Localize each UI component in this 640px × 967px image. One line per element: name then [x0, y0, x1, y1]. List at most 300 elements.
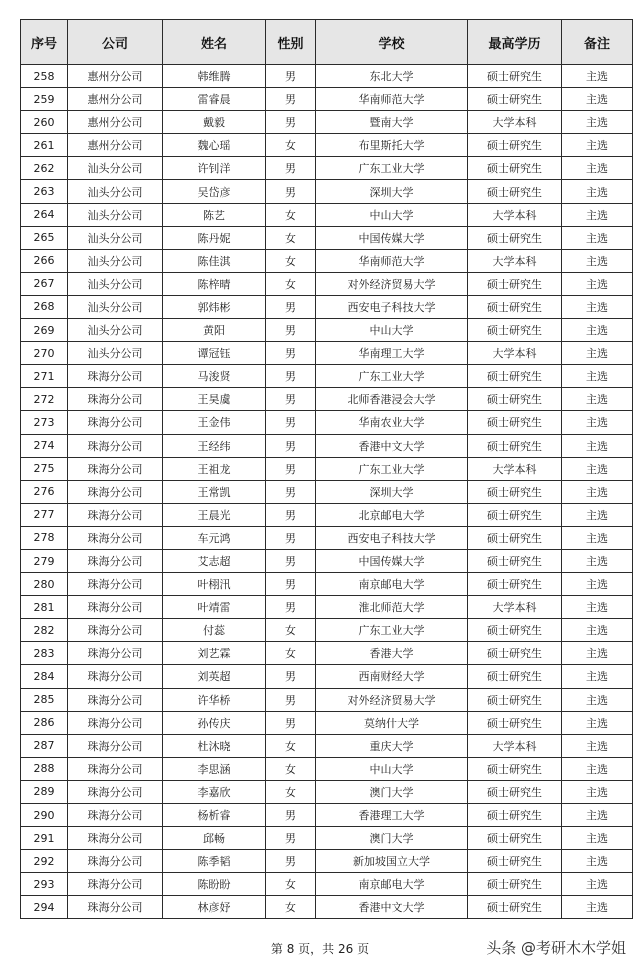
cell-name: 刘艺霖: [163, 642, 266, 665]
cell-company: 珠海分公司: [68, 526, 163, 549]
cell-name: 陈艺: [163, 203, 266, 226]
table-row: [21, 734, 633, 757]
cell-degree: 大学本科: [468, 342, 562, 365]
table-row: [21, 388, 633, 411]
header-school: 学校: [316, 20, 468, 65]
table-row: [21, 226, 633, 249]
cell-gender: 男: [266, 111, 316, 134]
cell-gender: 女: [266, 896, 316, 919]
cell-remark: 主选: [562, 896, 633, 919]
cell-degree: 硕士研究生: [468, 226, 562, 249]
cell-school: 淮北师范大学: [316, 596, 468, 619]
cell-company: 珠海分公司: [68, 434, 163, 457]
cell-degree: 大学本科: [468, 457, 562, 480]
cell-degree: 大学本科: [468, 111, 562, 134]
cell-remark: 主选: [562, 873, 633, 896]
cell-degree: 硕士研究生: [468, 642, 562, 665]
table-row: [21, 180, 633, 203]
cell-school: 华南理工大学: [316, 342, 468, 365]
cell-company: 珠海分公司: [68, 734, 163, 757]
table-row: [21, 411, 633, 434]
cell-school: 华南师范大学: [316, 88, 468, 111]
cell-school: 中山大学: [316, 203, 468, 226]
cell-name: 马浚贤: [163, 365, 266, 388]
cell-degree: 硕士研究生: [468, 480, 562, 503]
cell-company: 珠海分公司: [68, 388, 163, 411]
cell-name: 许华桥: [163, 688, 266, 711]
cell-school: 香港中文大学: [316, 434, 468, 457]
cell-degree: 硕士研究生: [468, 65, 562, 88]
cell-gender: 男: [266, 457, 316, 480]
table-row: [21, 688, 633, 711]
header-degree: 最高学历: [468, 20, 562, 65]
cell-school: 南京邮电大学: [316, 873, 468, 896]
cell-degree: 硕士研究生: [468, 873, 562, 896]
cell-degree: 大学本科: [468, 734, 562, 757]
cell-company: 珠海分公司: [68, 850, 163, 873]
cell-school: 北师香港浸会大学: [316, 388, 468, 411]
cell-company: 珠海分公司: [68, 480, 163, 503]
cell-gender: 女: [266, 734, 316, 757]
cell-index: 259: [21, 88, 68, 111]
cell-remark: 主选: [562, 342, 633, 365]
cell-gender: 男: [266, 665, 316, 688]
table-row: [21, 896, 633, 919]
cell-company: 汕头分公司: [68, 226, 163, 249]
cell-index: 262: [21, 157, 68, 180]
table-row: [21, 619, 633, 642]
cell-school: 广东工业大学: [316, 365, 468, 388]
cell-index: 263: [21, 180, 68, 203]
cell-company: 珠海分公司: [68, 365, 163, 388]
cell-company: 汕头分公司: [68, 203, 163, 226]
table-row: [21, 711, 633, 734]
cell-name: 艾志超: [163, 549, 266, 572]
cell-degree: 硕士研究生: [468, 88, 562, 111]
cell-degree: 大学本科: [468, 596, 562, 619]
cell-name: 吴岱彦: [163, 180, 266, 203]
cell-company: 汕头分公司: [68, 272, 163, 295]
cell-school: 重庆大学: [316, 734, 468, 757]
cell-index: 294: [21, 896, 68, 919]
cell-remark: 主选: [562, 596, 633, 619]
cell-gender: 男: [266, 711, 316, 734]
cell-index: 277: [21, 503, 68, 526]
cell-remark: 主选: [562, 365, 633, 388]
cell-remark: 主选: [562, 65, 633, 88]
cell-remark: 主选: [562, 388, 633, 411]
cell-company: 珠海分公司: [68, 873, 163, 896]
cell-school: 莫纳什大学: [316, 711, 468, 734]
cell-company: 惠州分公司: [68, 88, 163, 111]
watermark: 头条 @考研木木学姐: [486, 939, 626, 957]
cell-remark: 主选: [562, 480, 633, 503]
cell-gender: 男: [266, 65, 316, 88]
header-row: [21, 20, 633, 65]
cell-index: 287: [21, 734, 68, 757]
cell-degree: 硕士研究生: [468, 319, 562, 342]
cell-company: 汕头分公司: [68, 249, 163, 272]
cell-name: 郭炜彬: [163, 295, 266, 318]
table-row: [21, 827, 633, 850]
cell-company: 珠海分公司: [68, 457, 163, 480]
table-body: [21, 65, 633, 919]
cell-remark: 主选: [562, 503, 633, 526]
cell-school: 深圳大学: [316, 180, 468, 203]
cell-school: 南京邮电大学: [316, 573, 468, 596]
cell-degree: 硕士研究生: [468, 619, 562, 642]
cell-index: 288: [21, 757, 68, 780]
cell-name: 叶栩汛: [163, 573, 266, 596]
cell-school: 对外经济贸易大学: [316, 272, 468, 295]
cell-school: 香港大学: [316, 642, 468, 665]
cell-school: 中国传媒大学: [316, 226, 468, 249]
cell-name: 王祖龙: [163, 457, 266, 480]
cell-degree: 硕士研究生: [468, 157, 562, 180]
cell-remark: 主选: [562, 642, 633, 665]
table-row: [21, 596, 633, 619]
cell-index: 264: [21, 203, 68, 226]
cell-gender: 男: [266, 480, 316, 503]
table-row: [21, 757, 633, 780]
table-row: [21, 65, 633, 88]
cell-index: 293: [21, 873, 68, 896]
cell-gender: 男: [266, 365, 316, 388]
cell-gender: 男: [266, 388, 316, 411]
cell-name: 王常凯: [163, 480, 266, 503]
cell-index: 292: [21, 850, 68, 873]
table-row: [21, 526, 633, 549]
cell-school: 暨南大学: [316, 111, 468, 134]
cell-school: 东北大学: [316, 65, 468, 88]
cell-gender: 女: [266, 226, 316, 249]
cell-remark: 主选: [562, 272, 633, 295]
cell-index: 266: [21, 249, 68, 272]
cell-school: 澳门大学: [316, 780, 468, 803]
cell-index: 271: [21, 365, 68, 388]
cell-index: 278: [21, 526, 68, 549]
cell-name: 林彦妤: [163, 896, 266, 919]
cell-gender: 男: [266, 526, 316, 549]
cell-company: 珠海分公司: [68, 642, 163, 665]
cell-index: 261: [21, 134, 68, 157]
cell-school: 北京邮电大学: [316, 503, 468, 526]
cell-remark: 主选: [562, 295, 633, 318]
cell-index: 267: [21, 272, 68, 295]
cell-company: 珠海分公司: [68, 619, 163, 642]
table-row: [21, 365, 633, 388]
cell-name: 戴毅: [163, 111, 266, 134]
cell-degree: 大学本科: [468, 249, 562, 272]
cell-gender: 女: [266, 873, 316, 896]
table-header: [21, 20, 633, 65]
cell-gender: 女: [266, 757, 316, 780]
cell-school: 广东工业大学: [316, 619, 468, 642]
cell-school: 华南农业大学: [316, 411, 468, 434]
cell-school: 中国传媒大学: [316, 549, 468, 572]
cell-remark: 主选: [562, 734, 633, 757]
cell-remark: 主选: [562, 804, 633, 827]
cell-company: 珠海分公司: [68, 411, 163, 434]
cell-company: 惠州分公司: [68, 134, 163, 157]
cell-degree: 硕士研究生: [468, 850, 562, 873]
cell-index: 273: [21, 411, 68, 434]
cell-name: 陈盼盼: [163, 873, 266, 896]
cell-gender: 女: [266, 642, 316, 665]
cell-name: 韩维腾: [163, 65, 266, 88]
cell-degree: 硕士研究生: [468, 757, 562, 780]
table-row: [21, 804, 633, 827]
cell-name: 杨析睿: [163, 804, 266, 827]
table-row: [21, 342, 633, 365]
cell-name: 陈丹妮: [163, 226, 266, 249]
cell-degree: 硕士研究生: [468, 526, 562, 549]
page-number: 第 8 页，共 26 页: [270, 942, 370, 956]
cell-name: 陈季韬: [163, 850, 266, 873]
header-name: 姓名: [163, 20, 266, 65]
cell-gender: 男: [266, 342, 316, 365]
cell-degree: 硕士研究生: [468, 711, 562, 734]
candidate-table: [20, 19, 633, 919]
cell-school: 对外经济贸易大学: [316, 688, 468, 711]
cell-name: 陈梓晴: [163, 272, 266, 295]
header-index: 序号: [21, 20, 68, 65]
cell-company: 珠海分公司: [68, 688, 163, 711]
cell-gender: 女: [266, 249, 316, 272]
cell-school: 华南师范大学: [316, 249, 468, 272]
cell-degree: 硕士研究生: [468, 365, 562, 388]
cell-remark: 主选: [562, 619, 633, 642]
cell-remark: 主选: [562, 157, 633, 180]
cell-remark: 主选: [562, 180, 633, 203]
cell-gender: 女: [266, 619, 316, 642]
cell-company: 珠海分公司: [68, 780, 163, 803]
cell-remark: 主选: [562, 573, 633, 596]
table-row: [21, 88, 633, 111]
cell-name: 王晨光: [163, 503, 266, 526]
cell-index: 281: [21, 596, 68, 619]
cell-name: 王金伟: [163, 411, 266, 434]
cell-remark: 主选: [562, 711, 633, 734]
cell-gender: 男: [266, 295, 316, 318]
cell-degree: 硕士研究生: [468, 573, 562, 596]
cell-gender: 女: [266, 272, 316, 295]
cell-index: 290: [21, 804, 68, 827]
cell-index: 265: [21, 226, 68, 249]
cell-school: 深圳大学: [316, 480, 468, 503]
cell-degree: 硕士研究生: [468, 503, 562, 526]
cell-company: 珠海分公司: [68, 711, 163, 734]
cell-degree: 硕士研究生: [468, 804, 562, 827]
cell-company: 珠海分公司: [68, 503, 163, 526]
cell-name: 李嘉欣: [163, 780, 266, 803]
cell-name: 杜沐晓: [163, 734, 266, 757]
cell-gender: 男: [266, 573, 316, 596]
cell-gender: 男: [266, 411, 316, 434]
cell-name: 孙传庆: [163, 711, 266, 734]
cell-remark: 主选: [562, 457, 633, 480]
cell-company: 珠海分公司: [68, 596, 163, 619]
cell-name: 车元鸿: [163, 526, 266, 549]
cell-remark: 主选: [562, 526, 633, 549]
cell-company: 汕头分公司: [68, 180, 163, 203]
cell-company: 惠州分公司: [68, 111, 163, 134]
cell-index: 276: [21, 480, 68, 503]
cell-remark: 主选: [562, 688, 633, 711]
table-row: [21, 134, 633, 157]
cell-degree: 硕士研究生: [468, 411, 562, 434]
cell-index: 286: [21, 711, 68, 734]
cell-index: 270: [21, 342, 68, 365]
table-row: [21, 503, 633, 526]
table-row: [21, 157, 633, 180]
cell-gender: 男: [266, 434, 316, 457]
cell-degree: 硕士研究生: [468, 388, 562, 411]
table-row: [21, 480, 633, 503]
cell-company: 珠海分公司: [68, 549, 163, 572]
cell-name: 邱畅: [163, 827, 266, 850]
table-row: [21, 111, 633, 134]
cell-remark: 主选: [562, 549, 633, 572]
table-row: [21, 549, 633, 572]
table-row: [21, 573, 633, 596]
table-row: [21, 434, 633, 457]
cell-remark: 主选: [562, 411, 633, 434]
cell-remark: 主选: [562, 111, 633, 134]
cell-index: 274: [21, 434, 68, 457]
cell-company: 汕头分公司: [68, 295, 163, 318]
table-row: [21, 457, 633, 480]
cell-name: 王昊虞: [163, 388, 266, 411]
cell-school: 中山大学: [316, 319, 468, 342]
cell-company: 珠海分公司: [68, 665, 163, 688]
cell-school: 香港理工大学: [316, 804, 468, 827]
cell-remark: 主选: [562, 88, 633, 111]
cell-index: 272: [21, 388, 68, 411]
cell-company: 汕头分公司: [68, 157, 163, 180]
cell-index: 282: [21, 619, 68, 642]
cell-index: 275: [21, 457, 68, 480]
cell-school: 中山大学: [316, 757, 468, 780]
cell-index: 279: [21, 549, 68, 572]
table-row: [21, 249, 633, 272]
cell-remark: 主选: [562, 665, 633, 688]
cell-index: 260: [21, 111, 68, 134]
cell-name: 刘英超: [163, 665, 266, 688]
cell-gender: 男: [266, 804, 316, 827]
cell-name: 谭冠钰: [163, 342, 266, 365]
cell-remark: 主选: [562, 434, 633, 457]
cell-school: 西南财经大学: [316, 665, 468, 688]
cell-gender: 男: [266, 549, 316, 572]
cell-name: 付蕊: [163, 619, 266, 642]
cell-degree: 硕士研究生: [468, 665, 562, 688]
cell-school: 香港中文大学: [316, 896, 468, 919]
cell-school: 广东工业大学: [316, 457, 468, 480]
cell-degree: 硕士研究生: [468, 896, 562, 919]
cell-degree: 硕士研究生: [468, 688, 562, 711]
cell-gender: 男: [266, 88, 316, 111]
cell-school: 西安电子科技大学: [316, 295, 468, 318]
cell-school: 广东工业大学: [316, 157, 468, 180]
table-row: [21, 850, 633, 873]
cell-remark: 主选: [562, 226, 633, 249]
cell-index: 284: [21, 665, 68, 688]
cell-school: 布里斯托大学: [316, 134, 468, 157]
cell-name: 李思涵: [163, 757, 266, 780]
header-gender: 性别: [266, 20, 316, 65]
table-row: [21, 203, 633, 226]
cell-degree: 硕士研究生: [468, 134, 562, 157]
cell-index: 283: [21, 642, 68, 665]
cell-gender: 男: [266, 688, 316, 711]
cell-school: 澳门大学: [316, 827, 468, 850]
cell-remark: 主选: [562, 134, 633, 157]
cell-name: 王经纬: [163, 434, 266, 457]
table-row: [21, 319, 633, 342]
cell-index: 289: [21, 780, 68, 803]
cell-remark: 主选: [562, 757, 633, 780]
cell-school: 新加坡国立大学: [316, 850, 468, 873]
cell-index: 285: [21, 688, 68, 711]
cell-remark: 主选: [562, 249, 633, 272]
cell-school: 西安电子科技大学: [316, 526, 468, 549]
cell-company: 汕头分公司: [68, 342, 163, 365]
cell-company: 珠海分公司: [68, 573, 163, 596]
cell-name: 许钊洋: [163, 157, 266, 180]
table-row: [21, 642, 633, 665]
cell-gender: 男: [266, 850, 316, 873]
cell-gender: 男: [266, 180, 316, 203]
table-row: [21, 780, 633, 803]
cell-remark: 主选: [562, 203, 633, 226]
cell-company: 珠海分公司: [68, 804, 163, 827]
cell-degree: 硕士研究生: [468, 434, 562, 457]
cell-degree: 硕士研究生: [468, 180, 562, 203]
cell-remark: 主选: [562, 780, 633, 803]
header-remark: 备注: [562, 20, 633, 65]
cell-degree: 硕士研究生: [468, 295, 562, 318]
table-row: [21, 272, 633, 295]
cell-remark: 主选: [562, 827, 633, 850]
cell-index: 269: [21, 319, 68, 342]
cell-company: 珠海分公司: [68, 896, 163, 919]
cell-gender: 男: [266, 319, 316, 342]
cell-gender: 男: [266, 827, 316, 850]
cell-index: 291: [21, 827, 68, 850]
cell-index: 280: [21, 573, 68, 596]
cell-company: 汕头分公司: [68, 319, 163, 342]
cell-name: 陈佳淇: [163, 249, 266, 272]
cell-index: 268: [21, 295, 68, 318]
cell-company: 惠州分公司: [68, 65, 163, 88]
cell-gender: 男: [266, 596, 316, 619]
cell-name: 雷睿晨: [163, 88, 266, 111]
cell-remark: 主选: [562, 319, 633, 342]
cell-gender: 女: [266, 203, 316, 226]
cell-gender: 女: [266, 780, 316, 803]
cell-degree: 硕士研究生: [468, 549, 562, 572]
cell-name: 黄阳: [163, 319, 266, 342]
cell-name: 魏心瑶: [163, 134, 266, 157]
table-row: [21, 665, 633, 688]
cell-company: 珠海分公司: [68, 757, 163, 780]
cell-degree: 硕士研究生: [468, 272, 562, 295]
cell-gender: 男: [266, 503, 316, 526]
cell-index: 258: [21, 65, 68, 88]
cell-gender: 男: [266, 157, 316, 180]
cell-company: 珠海分公司: [68, 827, 163, 850]
